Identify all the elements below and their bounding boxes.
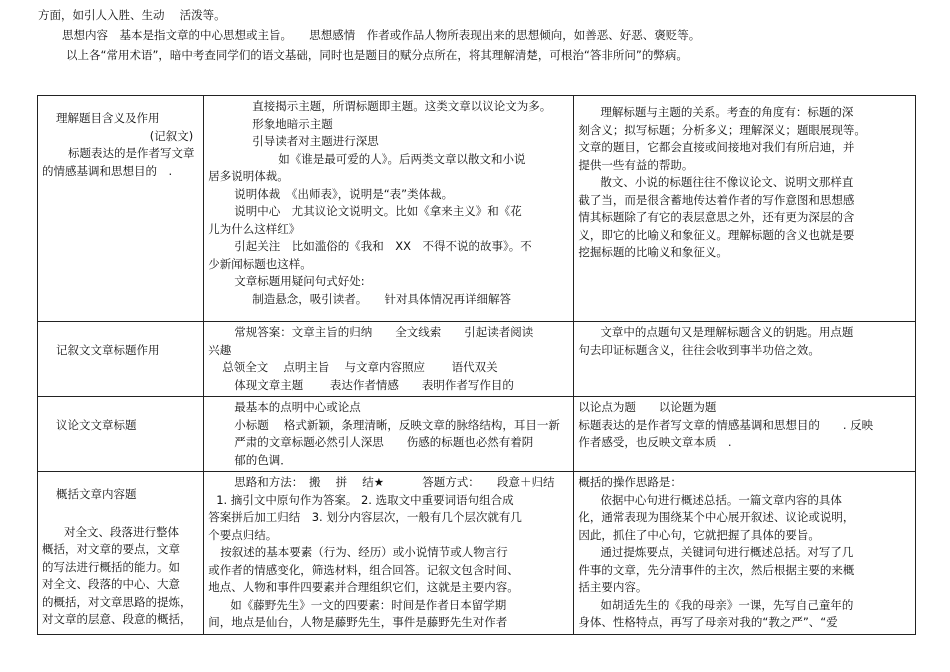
row3-note-line: 作者感受，也反映文章本质 . [578,435,732,449]
terms-table [37,95,916,635]
row1-note-line: 文章的题目，它都会直接或间接地对我们有所启迪，并 [578,140,855,154]
row4-note-line: 依据中心句进行概述总括。一篇文章内容的具体 [600,492,842,507]
row1-note-line: 理解标题与主题的关系。考查的角度有：标题的深 [600,105,854,119]
row4-topic-desc: 对文章的层意、段意的概括， [42,612,192,626]
row2-topic-cell [38,322,204,397]
row1-answer-line: 少新闻标题也这样。 [208,256,312,271]
row4-note-line: 因此，抓住了中心句，它就把握了具体的要旨。 [578,527,820,542]
row4-topic-desc: 对全文、段落的中心、大意 [42,577,180,591]
row1-answer-line: 制造悬念，吸引读者。 针对具体情况再详细解答 [252,291,511,306]
row2-answer-line: 体现文章主题 表达作者情感 表明作者写作目的 [234,377,514,392]
row4-note-line: 概括的操作思路是： [578,475,682,489]
table-row [38,322,916,397]
row3-note-line: 以论点为题 以论题为题 [578,400,717,414]
row1-answer-line: 说明体裁 《出师表》，说明是“表”类体裁。 [234,186,454,201]
row1-answer-line: 形象地暗示主题 [252,116,333,131]
row1-note-cell [574,96,916,322]
row3-note-cell [574,397,916,472]
row4-note-line: 如胡适先生的《我的母亲》一课，先写自己童年的 [600,597,854,612]
intro-line-1: 方面，如引人入胜、生动 活泼等。 [38,8,226,22]
row4-answer-line: 间，地点是仙台，人物是藤野先生，事件是藤野先生对作者 [208,615,508,629]
intro-paragraph [38,5,918,65]
row3-note-line: 标题表达的是作者写文章的情感基调和思想目的 . 反映 [578,417,874,432]
row1-answer-line: 儿为什么这样红》 [208,221,301,236]
row4-answer-line: 如《藤野先生》一文的四要素：时间是作者日本留学期 [230,597,507,612]
row3-answer-line: 最基本的点明中心或论点 [234,400,361,414]
row4-topic-cell [38,472,204,635]
row1-note-line: 散文、小说的标题往往不像议论文、说明文那样直 [600,175,854,189]
row1-answer-line: 引导读者对主题进行深思 [252,134,379,148]
row1-topic-cell [38,96,204,322]
row2-note-cell [574,322,916,397]
intro-line-3: 以上各“常用术语”，暗中考查同学们的语文基础，同时也是题目的赋分点所在，将其理解清楚，可根治“答非所问”的弊病。 [66,48,688,62]
table-row [38,397,916,472]
row4-answer-line: 按叙述的基本要素（行为、经历）或小说情节或人物言行 [220,545,508,559]
row1-answer-line: 直接揭示主题，所谓标题即主题。这类文章以议论文为多。 [252,99,552,113]
row1-topic-desc: 的情感基调和思想目的 . [42,163,173,178]
row1-answer-cell [204,96,574,322]
row3-topic-cell [38,397,204,472]
row1-note-line: 挖掘标题的比喻义和象征义。 [578,245,728,259]
row2-answer-line: 总领全文 点明主旨 与文章内容照应 语代双关 [222,360,498,374]
row4-topic-title: 概括文章内容题 [56,487,137,501]
row2-answer-line: 兴趣 [208,342,232,357]
row4-answer-cell [204,472,574,635]
row1-answer-line: 居多说明体裁。 [208,169,289,183]
row1-note-line: 截了当，而是很含蓄地传达着作者的写作意图和思想感 [578,192,855,207]
row3-answer-line: 严肃的文章标题必然引人深思 伤感的标题也必然有着阴 [234,435,534,449]
row1-answer-line: 引起关注 比如滥俗的《我和 XX 不得不说的故事》。不 [234,239,532,253]
row3-answer-line: 郁的色调． [234,452,292,467]
row1-topic-subtitle: (记叙文) [149,128,194,143]
row4-answer-line: 答案拼后加工归结 3. 划分内容层次，一般有几个层次就有几 [208,510,522,524]
row4-answer-line: 思路和方法： 搬 拼 结★ 答题方式： 段意＋归结 [234,475,555,489]
row2-topic-title: 记叙文文章标题作用 [56,343,160,357]
row4-answer-line: 或作者的情感变化，筛选材料，组合回答。记叙文包含时间、 [208,562,519,577]
row1-topic-desc: 标题表达的是作者写文章 [68,146,195,160]
row1-note-line: 刻含义；拟写标题；分析多义；理解深义；题眼展现等。 [578,122,866,137]
row1-note-line: 提供一些有益的帮助。 [578,157,694,172]
row4-note-line: 通过提炼要点，关键词句进行概述总括。对写了几 [600,545,854,559]
row1-note-line: 义，即它的比喻义和象征义。理解标题的含义也就是要 [578,227,855,242]
row4-note-line: 括主要内容。 [578,580,648,594]
row2-answer-line: 常规答案：文章主旨的归纳 全文线索 引起读者阅读 [234,325,534,339]
table-row [38,472,916,635]
row2-note-line: 文章中的点题句又是理解标题含义的钥匙。用点题 [600,325,854,339]
row1-answer-line: 说明中心 尤其议论文说明文。比如《拿来主义》和《花 [234,204,522,218]
row4-note-line: 件事的文章，先分清事件的主次，然后根据主要的来概 [578,562,855,577]
row2-answer-cell [204,322,574,397]
row4-answer-line: 个要点归结。 [208,527,278,542]
row4-topic-desc: 的概括，对文章思路的提炼， [42,594,192,609]
row3-answer-line: 小标题 格式新颖，条理清晰，反映文章的脉络结构，耳目一新 [234,417,560,432]
row4-topic-desc: 的写法进行概括的能力。如 [42,559,180,574]
row4-answer-line: 地点、人物和事件四要素并合理组织它们，这就是主要内容。 [208,580,519,594]
row3-topic-title: 议论文文章标题 [56,418,137,432]
row1-note-line: 情其标题除了有它的表层意思之外，还有更为深层的含 [578,210,855,224]
intro-line-2: 思想内容 基本是指文章的中心思想或主旨。 思想感情 作者或作品人物所表现出来的思想倾向，如善恶、好恶、褒贬等。 [62,28,701,42]
row1-answer-line: 如《谁是最可爱的人》。后两类文章以散文和小说 [278,151,526,166]
row3-answer-cell [204,397,574,472]
row4-topic-desc: 对全文、段落进行整体 [64,524,179,539]
row4-note-line: 身体、性格特点，再写了母亲对我的“教之严”、“爱 [578,615,838,629]
row1-topic-title: 理解题目含义及作用 [56,111,160,125]
row2-note-line: 句去印证标题含义，往往会收到事半功倍之效。 [578,342,820,357]
table-row [38,96,916,322]
row4-note-line: 化，通常表现为围绕某个中心展开叙述、议论或说明， [578,510,855,524]
row4-topic-desc: 概括，对文章的要点，文章 [42,542,180,556]
row4-answer-line: 1. 摘引文中原句作为答案。 2. 选取文中重要词语句组合成 [216,492,514,507]
row4-note-cell [574,472,916,635]
row1-answer-line: 文章标题用疑问句式好处: [234,274,365,288]
